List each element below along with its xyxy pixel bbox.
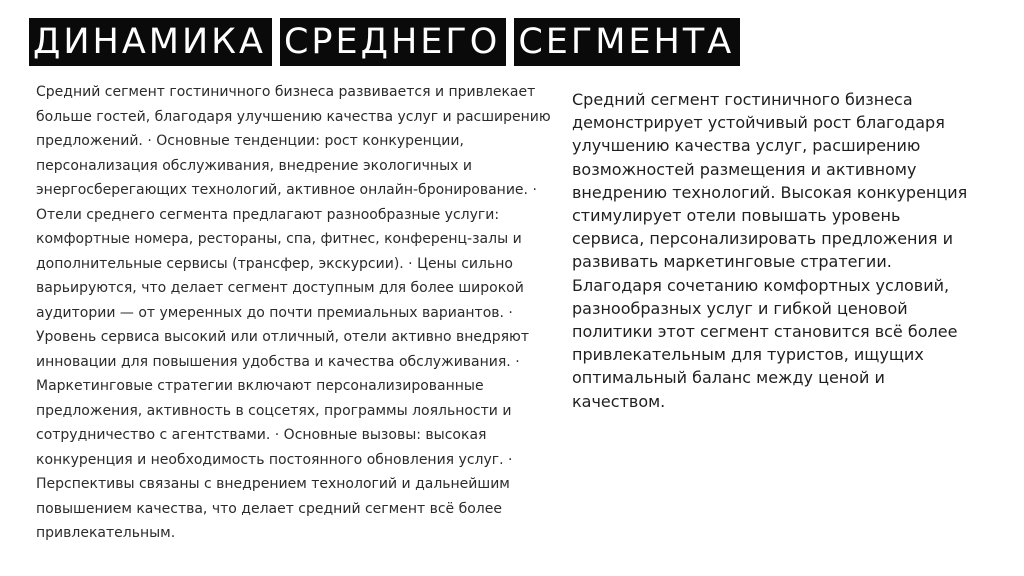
slide-title <box>29 18 740 66</box>
title-word-1: ДИНАМИКА <box>29 18 272 66</box>
title-word-2: СРЕДНЕГО <box>280 18 506 66</box>
left-text-column: Средний сегмент гостиничного бизнеса развивается и привлекает больше гостей, благодаря улучшению качества услуг и расширению предложений. · Основные тенденции: рост конкуренции, персонализация обслуживания, внедрение экологичных и энергосберегающих технологий, активное онлайн-бронирование. · Отели среднего сегмента предлагают разнообразные услуги: комфортные номера, рестораны, спа, фитнес, конференц-залы и дополнительные сервисы (трансфер, экскурсии). · Цены сильно варьируются, что делает сегмент доступным для более широкой аудитории — от умеренных до почти премиальных вариантов. · Уровень сервиса высокий или отличный, отели активно внедряют инновации для повышения удобства и качества обслуживания. · Маркетинговые стратегии включают персонализированные предложения, активность в соцсетях, программы лояльности и сотрудничество с агентствами. · Основные вызовы: высокая конкуренция и необходимость постоянного обновления услуг. · Перспективы связаны с внедрением технологий и дальнейшим повышением качества, что делает средний сегмент всё более привлекательным. <box>36 84 551 541</box>
right-text-column: Средний сегмент гостиничного бизнеса демонстрирует устойчивый рост благодаря улучшению качества услуг, расширению возможностей размещения и активному внедрению технологий. Высокая конкуренция стимулирует отели повышать уровень сервиса, персонализировать предложения и развивать маркетинговые стратегии. Благодаря сочетанию комфортных условий, разнообразных услуг и гибкой ценовой политики этот сегмент становится всё более привлекательным для туристов, ищущих оптимальный баланс между ценой и качеством. <box>572 90 968 411</box>
title-word-3: СЕГМЕНТА <box>514 18 740 66</box>
